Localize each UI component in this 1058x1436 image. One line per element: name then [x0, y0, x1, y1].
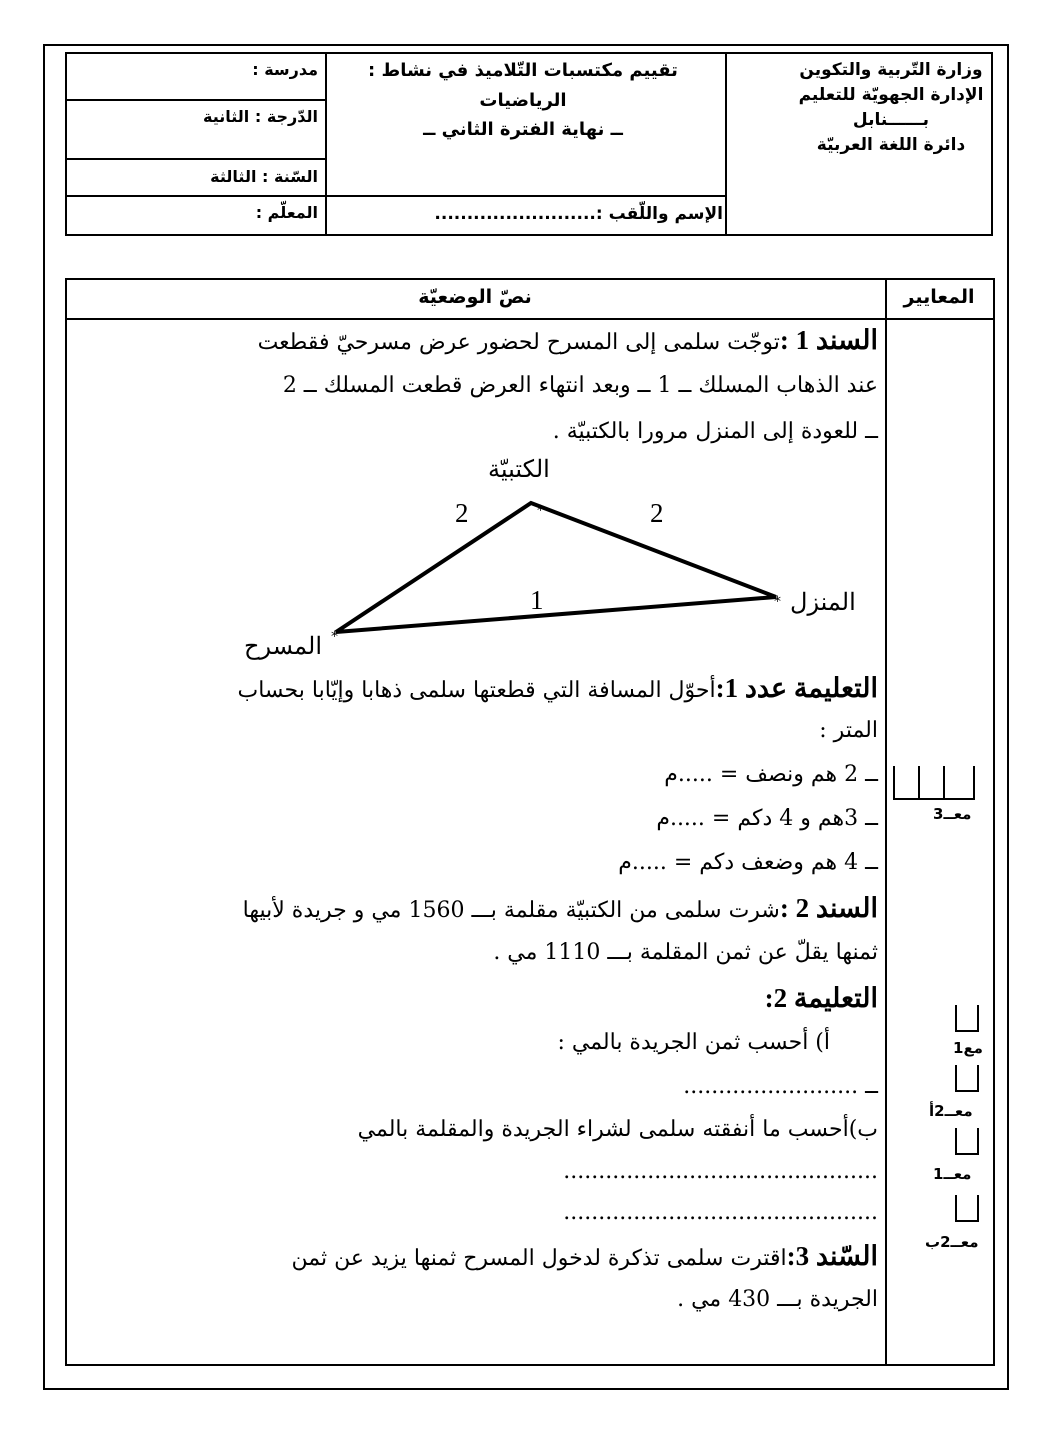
sanad-2-line-1: شرت سلمى من الكتبيّة مقلمة بـــ 1560 مي و جريدة لأبيها [242, 898, 780, 923]
ministry-line-1: وزارة التّربية والتكوين [799, 60, 983, 80]
table-header-line [67, 318, 993, 320]
teacher-field: المعلّم : [255, 203, 318, 222]
instruction-2-part-a: أ) أحسب ثمن الجريدة بالمي : [557, 1030, 830, 1055]
sanad-3-label: السّند 3: [786, 1241, 878, 1271]
ministry-line-4: دائرة اللغة العربيّة [816, 135, 966, 155]
criterion-1a-label: مع1 [953, 1039, 983, 1057]
exam-title-line-1: تقييم مكتسبات التّلاميذ في نشاط : [368, 60, 678, 81]
header-divider-right [725, 54, 727, 234]
header-row-line [67, 99, 325, 101]
criteria-column-header: المعايير [903, 286, 975, 308]
instruction-2-label: التعليمة 2: [764, 983, 878, 1013]
criterion-2b-label: معــ2ب [925, 1233, 979, 1251]
route-diagram [230, 455, 880, 685]
header-row-line [67, 195, 727, 197]
sanad-1-line-1: توجّت سلمى إلى المسرح لحضور عرض مسرحيّ فقطعت [257, 330, 780, 355]
instruction-2-part-a-answer: ــ ......................... [683, 1074, 878, 1099]
criteria-box[interactable] [893, 766, 920, 800]
sanad-1-line-3: ــ للعودة إلى المنزل مرورا بالكتبيّة . [552, 419, 878, 444]
sanad-2-label: السند 2 : [779, 893, 878, 923]
sanad-3-line-2: الجريدة بـــ 430 مي . [677, 1287, 878, 1312]
criteria-box[interactable] [955, 1065, 979, 1092]
criteria-box[interactable] [955, 1005, 979, 1032]
diagram-label-theater: المسرح [244, 632, 322, 660]
theater-marker: * [331, 629, 338, 645]
instruction-1-label: التعليمة عدد 1: [715, 673, 878, 703]
criterion-1b-label: معــ1 [933, 1165, 972, 1183]
diagram-label-house: المنزل [790, 588, 856, 616]
diagram-edge-right-label: 2 [650, 498, 664, 528]
instruction-2-part-b-answer-2: ............................................. [563, 1200, 878, 1225]
instruction-1-item-3: ــ 4 هم وضعف دكم = .....م [618, 850, 878, 875]
instruction-1-line-1: أحوّل المسافة التي قطعتها سلمى ذهابا وإيّابا بحساب [237, 678, 716, 703]
criteria-column-divider [885, 280, 887, 1364]
criterion-2a-label: معــ2أ [929, 1102, 973, 1120]
ministry-line-2: الإدارة الجهويّة للتعليم [798, 85, 984, 105]
exam-title-line-2: الرياضيات [479, 90, 567, 111]
student-name-field: الإسم واللّقب :......................... [434, 204, 723, 224]
sanad-1-line-2: عند الذهاب المسلك ــ 1 ــ وبعد انتهاء العرض قطعت المسلك ــ 2 [282, 373, 878, 398]
sanad-2-line-2: ثمنها يقلّ عن ثمن المقلمة بـــ 1110 مي . [493, 940, 878, 965]
criteria-box[interactable] [955, 1128, 979, 1155]
instruction-1 [238, 673, 878, 704]
house-marker: * [774, 594, 781, 610]
sanad-3-line-1: اقترت سلمى تذكرة لدخول المسرح ثمنها يزيد عن ثمن [291, 1246, 787, 1271]
sanad-2 [243, 893, 878, 924]
instruction-1-line-2: المتر : [819, 718, 878, 743]
diagram-edge-bottom-label: 1 [530, 585, 544, 615]
header-divider-left [325, 54, 327, 234]
header-row-line [67, 158, 325, 160]
library-marker: * [537, 503, 544, 519]
instruction-2-part-b-answer-1: ............................................. [563, 1159, 878, 1184]
sanad-1 [258, 325, 878, 356]
criteria-box[interactable] [943, 766, 975, 800]
instruction-1-item-1: ــ 2 هم ونصف = .....م [664, 762, 878, 787]
criteria-box[interactable] [955, 1195, 979, 1222]
criterion-3-label: معــ3 [933, 805, 972, 823]
instruction-1-item-2: ــ 3هم و 4 دكم = .....م [656, 806, 878, 831]
text-column-header: نصّ الوضعيّة [418, 286, 532, 308]
sanad-3 [292, 1241, 878, 1272]
school-field: مدرسة : [252, 60, 318, 79]
grade-field: الدّرجة : الثانية [203, 107, 318, 126]
exam-title-line-3: ــ نهاية الفترة الثاني ــ [423, 119, 623, 140]
diagram-label-library: الكتبيّة [488, 455, 550, 483]
ministry-line-3: بــــــنابل [852, 110, 930, 130]
criteria-box[interactable] [918, 766, 945, 800]
route-triangle [336, 503, 776, 632]
diagram-edge-left-label: 2 [455, 498, 469, 528]
year-field: السّنة : الثالثة [210, 167, 318, 186]
instruction-2-part-b: ب)أحسب ما أنفقته سلمى لشراء الجريدة والمقلمة بالمي [357, 1117, 878, 1142]
sanad-1-label: السند 1 : [779, 325, 878, 355]
